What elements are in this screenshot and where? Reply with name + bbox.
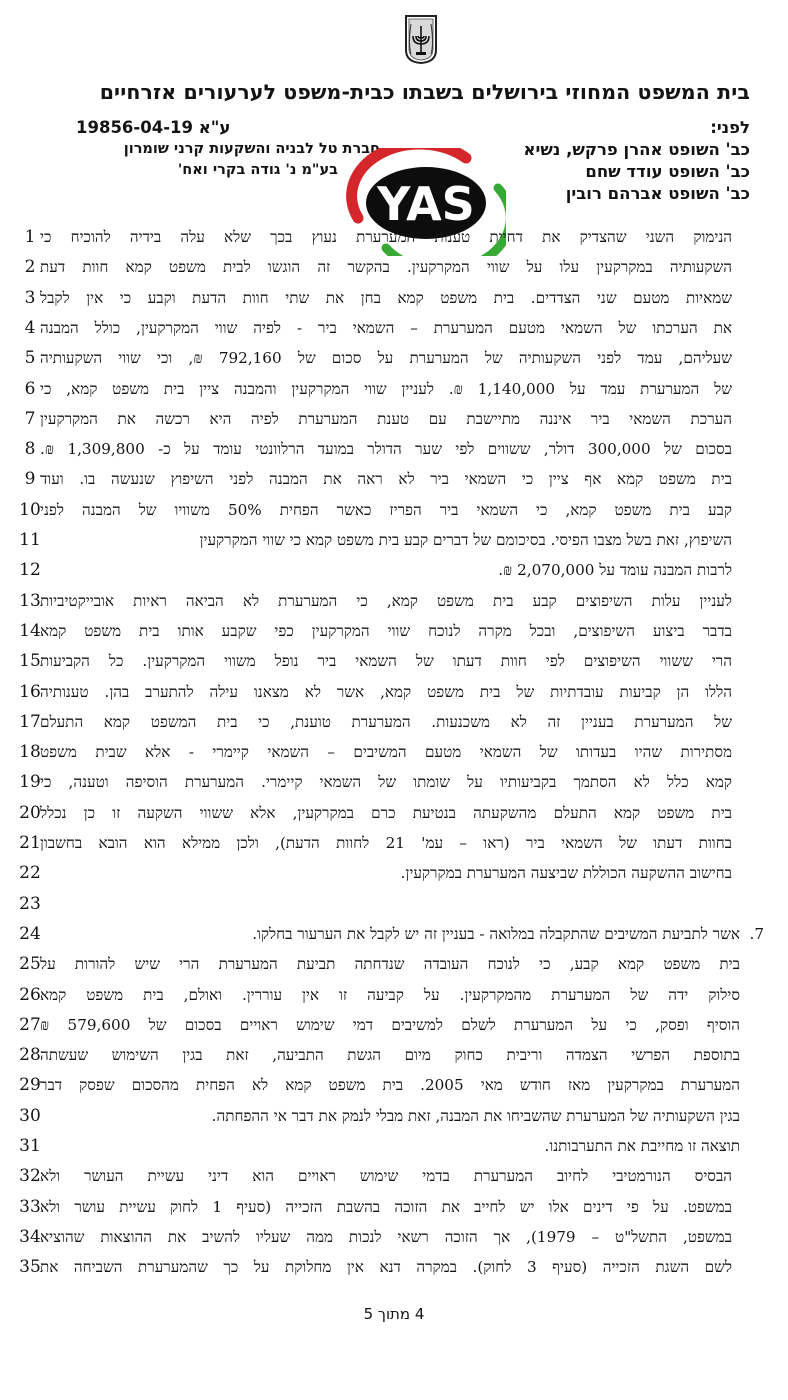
line-number: 6 bbox=[24, 378, 36, 399]
line-text: במשפט, התשל"ט – 1979), אך הזוכה רשאי לנכות ממה שעליו להשיב את ההוצאות שהוציא bbox=[40, 1227, 732, 1246]
text-line bbox=[0, 222, 788, 252]
line-number: 1 bbox=[24, 227, 36, 247]
line-text: בית משפט קמא אף ציין כי השמאי ביר לא ראה את המבנה לפני השיפוץ שנעשה בו. ועוד bbox=[40, 470, 732, 489]
party-name-2: בע"מ נ' גודה בקרי ואח' bbox=[177, 162, 338, 178]
text-line bbox=[0, 404, 788, 434]
line-text: בתוספת הפרשי הצמדה וריבית כחוק מיום הגשת התביעה, זאת בגין השימוש שעשתה bbox=[40, 1046, 740, 1065]
text-line bbox=[0, 616, 788, 646]
line-text: הנימוק השני שהצדיק את דחיית טענות המערערת נעוץ בכך שלא עלה בידיה להוכיח כי bbox=[40, 228, 732, 246]
line-text: הבסיס הנורמטיבי לחיוב המערערת בדמי שימוש ראויים הוא דיני עשיית העושר ולא bbox=[40, 1167, 732, 1186]
line-text: קמא כלל לא הסתמך בקביעותיו על שומתו של השמאי קיימרי. המערערת הוסיפה וטענה, כי bbox=[40, 773, 732, 792]
line-text: אשר לתביעת המשיבים שהתקבלה במלואה - בעניין זה יש לקבל את הערעור בחלקו. bbox=[252, 924, 740, 943]
line-text: לשם השגת הזכייה (סעיף 3 לחוק). במקרה דנא אין מחלוקת על כך שהמערערת השביחה את bbox=[40, 1258, 732, 1277]
text-line bbox=[0, 555, 788, 585]
line-number: 29 bbox=[19, 1075, 41, 1096]
text-line bbox=[0, 1101, 788, 1131]
line-text: בחוות דעתו של השמאי ביר (ראו – עמ' 21 לחוות הדעת), ולכן ממילא הוא הובא בחשבון bbox=[40, 834, 732, 852]
line-text: לעניין עלות השיפוצים קבע בית משפט קמא, כי המערערת לא הביאה ראיות אובייקטיביות bbox=[40, 591, 732, 610]
text-line bbox=[0, 949, 788, 979]
text-line bbox=[0, 343, 788, 373]
line-number: 32 bbox=[19, 1166, 41, 1187]
line-number: 21 bbox=[19, 833, 41, 853]
line-text: את הערכתו של השמאי מטעם המערערת – השמאי ביר - לפיה שווי המקרקעין, כולל המבנה bbox=[40, 318, 732, 337]
line-text: הללו הן קביעות עובדתיות של בית משפט קמא, אשר לא מצאנו עילה להתערב בהן. טענותיה bbox=[40, 682, 732, 701]
line-text: תוצאה זו מחייבת את התערבותנו. bbox=[544, 1137, 740, 1155]
court-name: בית המשפט המחוזי בירושלים בשבתו כבית-משפט לערעורים אזרחיים bbox=[99, 80, 750, 104]
line-number: 12 bbox=[19, 560, 41, 581]
line-text: הוסיף ופסק, כי על המערערת לשלם למשיבים דמי שימוש ראויים בסכום של 579,600 ₪ bbox=[40, 1015, 740, 1034]
line-number: 26 bbox=[19, 984, 41, 1005]
text-line bbox=[0, 374, 788, 404]
line-text: סילוק ידה של המערערת מהמקרקעין. על קביעה זו אין עוררין. ואולם, בית משפט קמא bbox=[40, 985, 740, 1004]
line-number: 10 bbox=[19, 499, 41, 520]
line-number: 11 bbox=[19, 530, 41, 550]
text-line bbox=[0, 980, 788, 1010]
text-line bbox=[0, 737, 788, 767]
text-line bbox=[0, 495, 788, 525]
line-number: 33 bbox=[19, 1196, 41, 1217]
judge-3: כב' השופט אברהם רובין bbox=[565, 184, 750, 203]
line-number: 7 bbox=[24, 408, 36, 429]
line-number: 20 bbox=[19, 802, 41, 823]
line-text: שעליהם, עמד לפני השקעותיה של המערערת על סכום של 792,160 ₪, וכי שווי השקעותיה bbox=[40, 349, 732, 368]
text-line bbox=[0, 1131, 788, 1161]
line-text: בגין השקעותיה של המערערת שהשביחו את המבנה, זאת מבלי לנמק את דבר אי ההפחתה. bbox=[211, 1106, 740, 1125]
text-line bbox=[0, 707, 788, 737]
line-text: לרבות המבנה עומד על 2,070,000 ₪. bbox=[498, 561, 732, 580]
paragraph-number: 7. bbox=[749, 924, 764, 943]
text-line bbox=[0, 1040, 788, 1070]
line-number: 15 bbox=[19, 651, 41, 672]
line-text: במשפט. על פי דינים אלו יש לחייב את הזוכה בהשבת הזכייה (סעיף 1 לחוק עשיית עושר ולא bbox=[40, 1197, 732, 1216]
line-number: 17 bbox=[19, 711, 41, 732]
text-line bbox=[0, 677, 788, 707]
line-text: קבע בית משפט קמא, כי השמאי ביר הפריז כאשר הפחית 50% משוויו של המבנה לפני bbox=[40, 500, 732, 519]
text-line bbox=[0, 313, 788, 343]
case-number: ע"א 19856-04-19 bbox=[76, 118, 231, 137]
line-number: 4 bbox=[24, 317, 36, 338]
text-line bbox=[0, 889, 788, 919]
text-line bbox=[0, 434, 788, 464]
line-number: 34 bbox=[19, 1226, 41, 1247]
line-number: 19 bbox=[19, 772, 41, 793]
text-line bbox=[0, 464, 788, 494]
line-text: השקעותיה במקרקעין עלו על שווי המקרקעין. בהקשר זה הוגשו לבית משפט קמא חוות דעת bbox=[40, 258, 732, 277]
text-line bbox=[0, 525, 788, 555]
line-number: 8 bbox=[24, 439, 36, 460]
judge-1: כב' השופט אהרן פרקש, נשיא bbox=[523, 140, 750, 159]
text-line bbox=[0, 1222, 788, 1252]
line-number: 24 bbox=[19, 923, 41, 944]
line-text: של המערערת בעניין זה לא משכנעות. המערערת טוענת, כי בית המשפט קמא התעלם bbox=[40, 712, 732, 731]
line-number: 31 bbox=[19, 1136, 41, 1156]
line-text: של המערערת עמד על 1,140,000 ₪. לעניין שווי המקרקעין והמבנה ציין בית משפט קמא, כי bbox=[40, 379, 732, 398]
line-number: 25 bbox=[19, 954, 41, 975]
text-line bbox=[0, 646, 788, 676]
line-number: 18 bbox=[19, 742, 41, 763]
line-text: השיפוץ, זאת בשל מצבו הפיסי. בסיכומם של דברים קבע בית משפט קמא כי שווי המקרקעין bbox=[199, 531, 732, 549]
line-number: 23 bbox=[19, 893, 41, 914]
text-line bbox=[0, 1010, 788, 1040]
line-number: 9 bbox=[24, 469, 36, 490]
text-line bbox=[0, 283, 788, 313]
line-number: 22 bbox=[19, 863, 41, 884]
line-number: 28 bbox=[19, 1045, 41, 1066]
text-line bbox=[0, 767, 788, 797]
line-text: הערכת השמאי ביר איננה מתיישבת עם טענת המערערת לפיה היא רכשה את המקרקעין bbox=[40, 409, 732, 428]
text-line bbox=[0, 586, 788, 616]
line-text: בחישוב ההשקעה הכוללת שביצעה המערערת במקרקעין. bbox=[400, 864, 732, 883]
line-text: מסתירות שהיו בעדותו של השמאי מטעם המשיבים – השמאי קיימרי - אלא שבית משפט bbox=[40, 743, 732, 762]
line-text: בית משפט קמא קבע, כי לנוכח העובדה שנדחתה תביעת המערערת הרי שיש להורות על bbox=[40, 955, 740, 974]
line-number: 2 bbox=[24, 257, 36, 278]
line-number: 35 bbox=[19, 1257, 41, 1278]
text-line bbox=[0, 1192, 788, 1222]
text-line bbox=[0, 828, 788, 858]
line-number: 16 bbox=[19, 681, 41, 702]
state-emblem-icon bbox=[404, 14, 438, 64]
watermark-text: YAS bbox=[377, 177, 475, 231]
text-line bbox=[0, 1252, 788, 1282]
line-number: 30 bbox=[19, 1105, 41, 1126]
line-text: המערערת במקרקעין מאז חודש מאי 2005. בית משפט קמא לא הפחית מהסכום שפסק דבר bbox=[40, 1076, 740, 1095]
page-footer: 4 מתוך 5 bbox=[363, 1305, 425, 1323]
line-number: 3 bbox=[24, 287, 36, 308]
line-text: שמאיות מטעם שני הצדדים. בית משפט קמא בחן את שתי חוות הדעת וקבע כי אין לקבל bbox=[40, 288, 732, 307]
line-number: 5 bbox=[24, 348, 36, 369]
text-line bbox=[0, 1161, 788, 1191]
text-line bbox=[0, 858, 788, 888]
text-line bbox=[0, 919, 788, 949]
text-line bbox=[0, 798, 788, 828]
party-name: חברת טל לבניה והשקעות קרני שומרון bbox=[123, 141, 380, 157]
judge-2: כב' השופט עודד שחם bbox=[585, 162, 750, 181]
text-line bbox=[0, 252, 788, 282]
line-text: בית משפט קמא התעלם מהשקעתה בנטיעת כרם במקרקעין, אלא ששווי השקעה זו כן נכלל bbox=[40, 803, 732, 822]
line-text: הרי ששווי השיפוצים לפי חוות דעתו של השמאי ביר נופל משווי המקרקעין. כל הקביעות bbox=[40, 652, 732, 671]
text-line bbox=[0, 1070, 788, 1100]
line-number: 27 bbox=[19, 1014, 41, 1035]
line-text: בדבר ביצוע השיפוצים, ובכל מקרה לנוכח שווי המקרקעין כפי שקבע אותו בית משפט קמא bbox=[40, 621, 732, 640]
before-label: לפני: bbox=[710, 118, 750, 137]
line-text: בסכום של 300,000 דולר, ששווים לפי שער הדולר במועד הרלוונטי עומד על כ- 1,309,800 ₪. bbox=[40, 440, 732, 459]
line-number: 13 bbox=[19, 590, 41, 611]
line-number: 14 bbox=[19, 620, 41, 641]
